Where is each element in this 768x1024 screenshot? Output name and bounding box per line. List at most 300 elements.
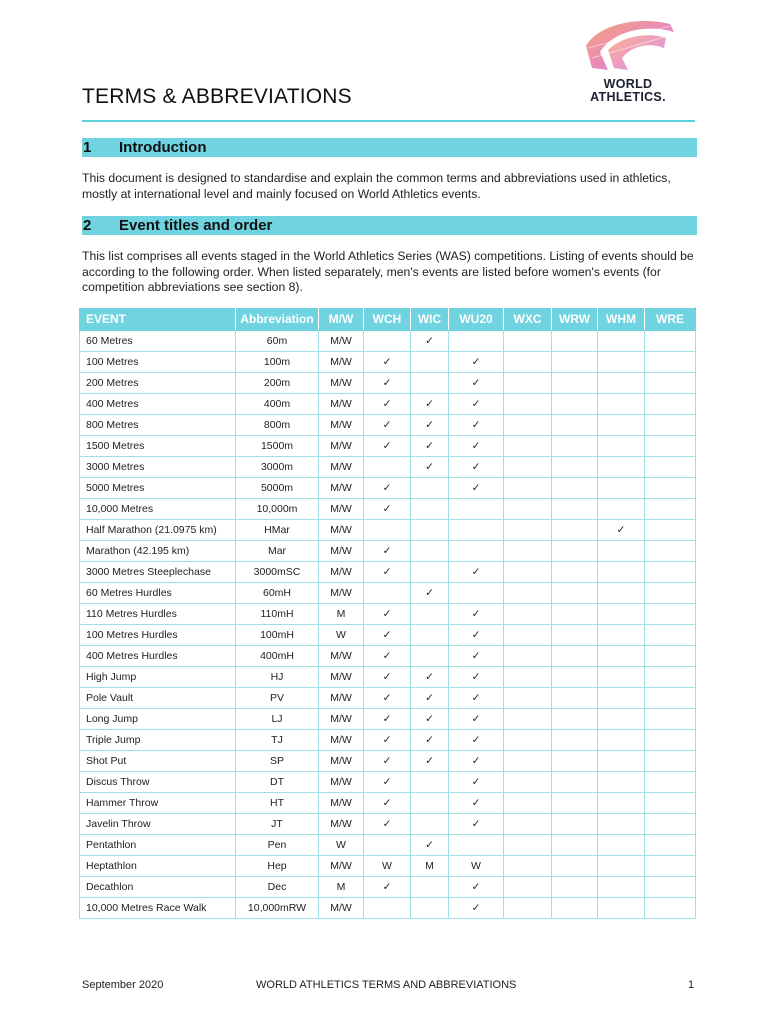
table-cell: ✓ bbox=[364, 394, 411, 415]
table-row bbox=[80, 499, 696, 520]
table-cell bbox=[411, 478, 449, 499]
table-cell bbox=[552, 415, 598, 436]
table-cell bbox=[504, 394, 552, 415]
table-cell bbox=[504, 772, 552, 793]
table-cell: ✓ bbox=[364, 793, 411, 814]
table-cell bbox=[598, 730, 645, 751]
abbreviation-cell: Dec bbox=[236, 877, 319, 898]
table-cell: M/W bbox=[319, 478, 364, 499]
table-cell bbox=[411, 877, 449, 898]
table-cell: M/W bbox=[319, 856, 364, 877]
table-cell bbox=[504, 352, 552, 373]
table-cell bbox=[552, 520, 598, 541]
table-cell bbox=[645, 541, 696, 562]
table-cell bbox=[504, 877, 552, 898]
table-cell: ✓ bbox=[364, 436, 411, 457]
abbreviation-cell: 100mH bbox=[236, 625, 319, 646]
table-cell: M/W bbox=[319, 499, 364, 520]
table-cell bbox=[598, 562, 645, 583]
table-cell bbox=[504, 331, 552, 352]
table-cell bbox=[411, 646, 449, 667]
table-cell bbox=[645, 877, 696, 898]
table-cell: M bbox=[319, 877, 364, 898]
table-cell bbox=[598, 604, 645, 625]
table-cell: M/W bbox=[319, 352, 364, 373]
abbreviation-cell: HMar bbox=[236, 520, 319, 541]
abbreviation-cell: 3000mSC bbox=[236, 562, 319, 583]
event-name-cell: Pole Vault bbox=[80, 688, 236, 709]
table-row bbox=[80, 751, 696, 772]
abbreviation-cell: 60mH bbox=[236, 583, 319, 604]
table-cell bbox=[645, 856, 696, 877]
page-title: TERMS & ABBREVIATIONS bbox=[82, 85, 352, 108]
event-name-cell: Half Marathon (21.0975 km) bbox=[80, 520, 236, 541]
table-cell bbox=[552, 667, 598, 688]
logo-line-1: WORLD bbox=[603, 77, 653, 91]
event-name-cell: Discus Throw bbox=[80, 772, 236, 793]
table-cell: ✓ bbox=[364, 646, 411, 667]
table-row bbox=[80, 583, 696, 604]
table-row bbox=[80, 478, 696, 499]
event-name-cell: 400 Metres Hurdles bbox=[80, 646, 236, 667]
table-cell: ✓ bbox=[411, 394, 449, 415]
table-row bbox=[80, 520, 696, 541]
event-name-cell: 110 Metres Hurdles bbox=[80, 604, 236, 625]
table-cell bbox=[364, 835, 411, 856]
table-cell bbox=[504, 520, 552, 541]
table-cell: ✓ bbox=[411, 583, 449, 604]
table-cell bbox=[449, 499, 504, 520]
table-cell bbox=[645, 814, 696, 835]
table-cell bbox=[645, 415, 696, 436]
table-cell bbox=[552, 331, 598, 352]
abbreviation-cell: 100m bbox=[236, 352, 319, 373]
table-cell: ✓ bbox=[364, 772, 411, 793]
table-row bbox=[80, 541, 696, 562]
event-name-cell: 10,000 Metres Race Walk bbox=[80, 898, 236, 919]
table-cell: W bbox=[319, 625, 364, 646]
abbreviation-cell: Hep bbox=[236, 856, 319, 877]
table-cell: ✓ bbox=[449, 688, 504, 709]
table-cell bbox=[645, 646, 696, 667]
abbreviation-cell: 60m bbox=[236, 331, 319, 352]
table-cell bbox=[504, 583, 552, 604]
table-cell: M/W bbox=[319, 331, 364, 352]
abbreviation-cell: 400mH bbox=[236, 646, 319, 667]
table-cell: ✓ bbox=[411, 751, 449, 772]
table-cell bbox=[598, 646, 645, 667]
table-row bbox=[80, 604, 696, 625]
table-cell bbox=[645, 772, 696, 793]
table-row bbox=[80, 646, 696, 667]
abbreviation-cell: 10,000mRW bbox=[236, 898, 319, 919]
table-cell: ✓ bbox=[364, 499, 411, 520]
table-cell bbox=[598, 331, 645, 352]
event-name-cell: 3000 Metres bbox=[80, 457, 236, 478]
table-cell bbox=[504, 898, 552, 919]
table-cell bbox=[598, 688, 645, 709]
table-cell: ✓ bbox=[364, 625, 411, 646]
title-divider bbox=[82, 120, 695, 122]
table-cell bbox=[504, 835, 552, 856]
table-cell: M/W bbox=[319, 709, 364, 730]
table-cell: ✓ bbox=[449, 457, 504, 478]
table-cell bbox=[645, 331, 696, 352]
table-cell: ✓ bbox=[449, 394, 504, 415]
table-cell: W bbox=[319, 835, 364, 856]
table-row bbox=[80, 772, 696, 793]
table-cell bbox=[552, 583, 598, 604]
events-table-body bbox=[80, 331, 696, 919]
table-cell bbox=[552, 814, 598, 835]
table-cell bbox=[504, 751, 552, 772]
table-cell bbox=[598, 898, 645, 919]
table-cell bbox=[364, 583, 411, 604]
table-cell bbox=[645, 478, 696, 499]
table-cell bbox=[645, 730, 696, 751]
table-cell bbox=[449, 331, 504, 352]
table-cell: M/W bbox=[319, 730, 364, 751]
table-cell bbox=[598, 814, 645, 835]
event-name-cell: Javelin Throw bbox=[80, 814, 236, 835]
table-cell bbox=[449, 520, 504, 541]
section-title: Event titles and order bbox=[119, 217, 273, 234]
table-cell bbox=[504, 604, 552, 625]
table-cell bbox=[598, 457, 645, 478]
table-cell bbox=[411, 520, 449, 541]
world-athletics-logo bbox=[578, 18, 678, 108]
table-cell bbox=[552, 793, 598, 814]
event-name-cell: High Jump bbox=[80, 667, 236, 688]
event-name-cell: 400 Metres bbox=[80, 394, 236, 415]
table-cell bbox=[598, 856, 645, 877]
table-cell bbox=[645, 688, 696, 709]
table-cell bbox=[552, 751, 598, 772]
abbreviation-cell: 110mH bbox=[236, 604, 319, 625]
abbreviation-cell: 400m bbox=[236, 394, 319, 415]
table-cell bbox=[552, 688, 598, 709]
table-cell bbox=[645, 583, 696, 604]
event-name-cell: 1500 Metres bbox=[80, 436, 236, 457]
logo-line-2: ATHLETICS. bbox=[590, 90, 666, 104]
table-cell bbox=[411, 604, 449, 625]
event-name-cell: 5000 Metres bbox=[80, 478, 236, 499]
table-cell bbox=[411, 499, 449, 520]
abbreviation-cell: TJ bbox=[236, 730, 319, 751]
column-header: WHM bbox=[598, 308, 645, 331]
table-cell: ✓ bbox=[598, 520, 645, 541]
abbreviation-cell: 800m bbox=[236, 415, 319, 436]
event-name-cell: 3000 Metres Steeplechase bbox=[80, 562, 236, 583]
event-name-cell: Triple Jump bbox=[80, 730, 236, 751]
table-cell: M/W bbox=[319, 457, 364, 478]
table-row bbox=[80, 835, 696, 856]
table-cell bbox=[504, 793, 552, 814]
table-cell: ✓ bbox=[364, 562, 411, 583]
table-cell: M/W bbox=[319, 646, 364, 667]
table-cell bbox=[411, 772, 449, 793]
table-cell bbox=[504, 667, 552, 688]
table-cell bbox=[645, 562, 696, 583]
table-cell bbox=[552, 499, 598, 520]
table-cell bbox=[552, 541, 598, 562]
table-cell bbox=[504, 709, 552, 730]
event-name-cell: Shot Put bbox=[80, 751, 236, 772]
table-cell bbox=[598, 835, 645, 856]
table-cell bbox=[645, 751, 696, 772]
table-cell: ✓ bbox=[411, 415, 449, 436]
table-cell: ✓ bbox=[364, 688, 411, 709]
table-cell: M/W bbox=[319, 583, 364, 604]
table-cell: M/W bbox=[319, 373, 364, 394]
table-cell bbox=[504, 478, 552, 499]
table-cell bbox=[504, 541, 552, 562]
table-cell: ✓ bbox=[449, 436, 504, 457]
table-cell bbox=[645, 667, 696, 688]
table-cell bbox=[645, 709, 696, 730]
table-cell bbox=[598, 373, 645, 394]
event-name-cell: 60 Metres bbox=[80, 331, 236, 352]
table-cell bbox=[504, 814, 552, 835]
table-cell: M/W bbox=[319, 772, 364, 793]
logo-swoosh-icon bbox=[578, 18, 678, 78]
table-row bbox=[80, 415, 696, 436]
abbreviation-cell: 3000m bbox=[236, 457, 319, 478]
table-cell: M/W bbox=[319, 415, 364, 436]
table-row bbox=[80, 562, 696, 583]
table-cell: ✓ bbox=[449, 772, 504, 793]
table-cell bbox=[504, 625, 552, 646]
table-cell: M/W bbox=[319, 793, 364, 814]
table-cell: M/W bbox=[319, 541, 364, 562]
abbreviation-cell: SP bbox=[236, 751, 319, 772]
abbreviation-cell: 1500m bbox=[236, 436, 319, 457]
table-cell bbox=[449, 583, 504, 604]
table-row bbox=[80, 373, 696, 394]
table-cell: ✓ bbox=[449, 373, 504, 394]
table-cell bbox=[552, 646, 598, 667]
event-name-cell: 200 Metres bbox=[80, 373, 236, 394]
table-cell: M/W bbox=[319, 562, 364, 583]
table-cell: ✓ bbox=[449, 898, 504, 919]
table-cell: ✓ bbox=[364, 415, 411, 436]
table-cell: M/W bbox=[319, 898, 364, 919]
table-row bbox=[80, 688, 696, 709]
column-header: M/W bbox=[319, 308, 364, 331]
table-cell bbox=[449, 835, 504, 856]
table-cell bbox=[645, 352, 696, 373]
table-cell bbox=[645, 520, 696, 541]
table-cell bbox=[598, 625, 645, 646]
table-cell bbox=[598, 793, 645, 814]
table-cell bbox=[552, 562, 598, 583]
table-cell: ✓ bbox=[449, 793, 504, 814]
footer-date: September 2020 bbox=[82, 979, 164, 991]
table-cell: ✓ bbox=[364, 877, 411, 898]
table-cell: ✓ bbox=[411, 835, 449, 856]
table-cell: ✓ bbox=[449, 730, 504, 751]
table-cell bbox=[552, 478, 598, 499]
table-row bbox=[80, 709, 696, 730]
table-cell bbox=[645, 835, 696, 856]
table-cell: M bbox=[319, 604, 364, 625]
abbreviation-cell: 10,000m bbox=[236, 499, 319, 520]
footer-page-number: 1 bbox=[688, 979, 695, 991]
table-cell: ✓ bbox=[364, 352, 411, 373]
abbreviation-cell: PV bbox=[236, 688, 319, 709]
table-row bbox=[80, 457, 696, 478]
table-cell: ✓ bbox=[411, 730, 449, 751]
table-cell: ✓ bbox=[449, 877, 504, 898]
event-name-cell: 10,000 Metres bbox=[80, 499, 236, 520]
table-cell bbox=[552, 457, 598, 478]
table-cell: M/W bbox=[319, 814, 364, 835]
table-row bbox=[80, 394, 696, 415]
table-cell: ✓ bbox=[411, 709, 449, 730]
table-cell: W bbox=[449, 856, 504, 877]
table-cell: W bbox=[364, 856, 411, 877]
section-heading-event-titles bbox=[82, 216, 697, 235]
table-cell bbox=[552, 373, 598, 394]
table-cell: ✓ bbox=[364, 709, 411, 730]
table-cell bbox=[504, 457, 552, 478]
table-cell: ✓ bbox=[449, 625, 504, 646]
table-cell bbox=[598, 751, 645, 772]
table-cell bbox=[504, 688, 552, 709]
event-name-cell: 100 Metres bbox=[80, 352, 236, 373]
table-cell bbox=[645, 898, 696, 919]
column-header: WXC bbox=[504, 308, 552, 331]
table-cell bbox=[411, 352, 449, 373]
table-cell bbox=[598, 352, 645, 373]
abbreviation-cell: Mar bbox=[236, 541, 319, 562]
table-cell: ✓ bbox=[364, 373, 411, 394]
table-cell: ✓ bbox=[449, 478, 504, 499]
table-cell: ✓ bbox=[449, 646, 504, 667]
table-cell: M/W bbox=[319, 688, 364, 709]
section-number: 1 bbox=[83, 139, 92, 156]
abbreviation-cell: HJ bbox=[236, 667, 319, 688]
table-cell bbox=[552, 877, 598, 898]
table-cell bbox=[552, 709, 598, 730]
table-cell: ✓ bbox=[364, 730, 411, 751]
abbreviation-cell: DT bbox=[236, 772, 319, 793]
table-cell bbox=[504, 730, 552, 751]
table-cell: ✓ bbox=[411, 457, 449, 478]
section-title: Introduction bbox=[119, 139, 207, 156]
event-titles-paragraph: This list comprises all events staged in the World Athletics Series (WAS) competitions. Listing of events should be according to the following order. When listed separately, men's events are listed before women's events (for competition abbreviations see section 8). bbox=[82, 249, 694, 294]
section-heading-introduction bbox=[82, 138, 697, 157]
table-cell: ✓ bbox=[411, 667, 449, 688]
table-cell: ✓ bbox=[364, 541, 411, 562]
table-cell bbox=[552, 835, 598, 856]
table-cell: ✓ bbox=[449, 709, 504, 730]
table-cell bbox=[645, 394, 696, 415]
table-cell: ✓ bbox=[411, 436, 449, 457]
column-header: Abbreviation bbox=[236, 308, 319, 331]
table-cell bbox=[598, 667, 645, 688]
table-cell: ✓ bbox=[449, 604, 504, 625]
column-header: WRE bbox=[645, 308, 696, 331]
table-row bbox=[80, 814, 696, 835]
table-cell: ✓ bbox=[364, 814, 411, 835]
table-cell: ✓ bbox=[449, 352, 504, 373]
table-cell: ✓ bbox=[411, 331, 449, 352]
abbreviation-cell: Pen bbox=[236, 835, 319, 856]
event-name-cell: 100 Metres Hurdles bbox=[80, 625, 236, 646]
table-cell bbox=[645, 436, 696, 457]
table-cell bbox=[504, 436, 552, 457]
column-header: EVENT bbox=[80, 308, 236, 331]
table-cell bbox=[645, 625, 696, 646]
column-header: WU20 bbox=[449, 308, 504, 331]
column-header: WCH bbox=[364, 308, 411, 331]
footer-title: WORLD ATHLETICS TERMS AND ABBREVIATIONS bbox=[256, 979, 517, 991]
table-cell bbox=[364, 520, 411, 541]
table-cell: ✓ bbox=[411, 688, 449, 709]
event-name-cell: 800 Metres bbox=[80, 415, 236, 436]
table-cell bbox=[598, 415, 645, 436]
table-cell bbox=[504, 499, 552, 520]
table-cell: ✓ bbox=[449, 814, 504, 835]
abbreviation-cell: 200m bbox=[236, 373, 319, 394]
abbreviation-cell: 5000m bbox=[236, 478, 319, 499]
table-cell bbox=[411, 373, 449, 394]
table-cell bbox=[645, 373, 696, 394]
abbreviation-cell: JT bbox=[236, 814, 319, 835]
table-cell bbox=[598, 772, 645, 793]
table-cell bbox=[364, 898, 411, 919]
event-name-cell: Decathlon bbox=[80, 877, 236, 898]
event-name-cell: Pentathlon bbox=[80, 835, 236, 856]
table-cell bbox=[364, 457, 411, 478]
table-cell: M/W bbox=[319, 520, 364, 541]
table-cell: ✓ bbox=[449, 751, 504, 772]
column-header: WRW bbox=[552, 308, 598, 331]
table-row bbox=[80, 730, 696, 751]
event-name-cell: 60 Metres Hurdles bbox=[80, 583, 236, 604]
table-cell: M bbox=[411, 856, 449, 877]
table-cell bbox=[411, 898, 449, 919]
table-cell bbox=[411, 793, 449, 814]
table-cell bbox=[552, 856, 598, 877]
table-cell bbox=[364, 331, 411, 352]
table-cell bbox=[598, 394, 645, 415]
event-name-cell: Marathon (42.195 km) bbox=[80, 541, 236, 562]
table-cell bbox=[598, 541, 645, 562]
table-row bbox=[80, 625, 696, 646]
table-cell bbox=[411, 541, 449, 562]
table-cell bbox=[411, 625, 449, 646]
table-cell bbox=[645, 457, 696, 478]
table-cell bbox=[504, 373, 552, 394]
event-name-cell: Hammer Throw bbox=[80, 793, 236, 814]
table-cell: ✓ bbox=[364, 604, 411, 625]
table-row bbox=[80, 436, 696, 457]
table-row bbox=[80, 877, 696, 898]
table-cell bbox=[645, 499, 696, 520]
event-name-cell: Long Jump bbox=[80, 709, 236, 730]
table-cell: ✓ bbox=[449, 415, 504, 436]
table-cell bbox=[598, 436, 645, 457]
section-number: 2 bbox=[83, 217, 92, 234]
table-cell: ✓ bbox=[449, 562, 504, 583]
table-row bbox=[80, 331, 696, 352]
table-cell: ✓ bbox=[449, 667, 504, 688]
table-cell bbox=[598, 583, 645, 604]
table-cell bbox=[552, 352, 598, 373]
table-cell bbox=[552, 730, 598, 751]
